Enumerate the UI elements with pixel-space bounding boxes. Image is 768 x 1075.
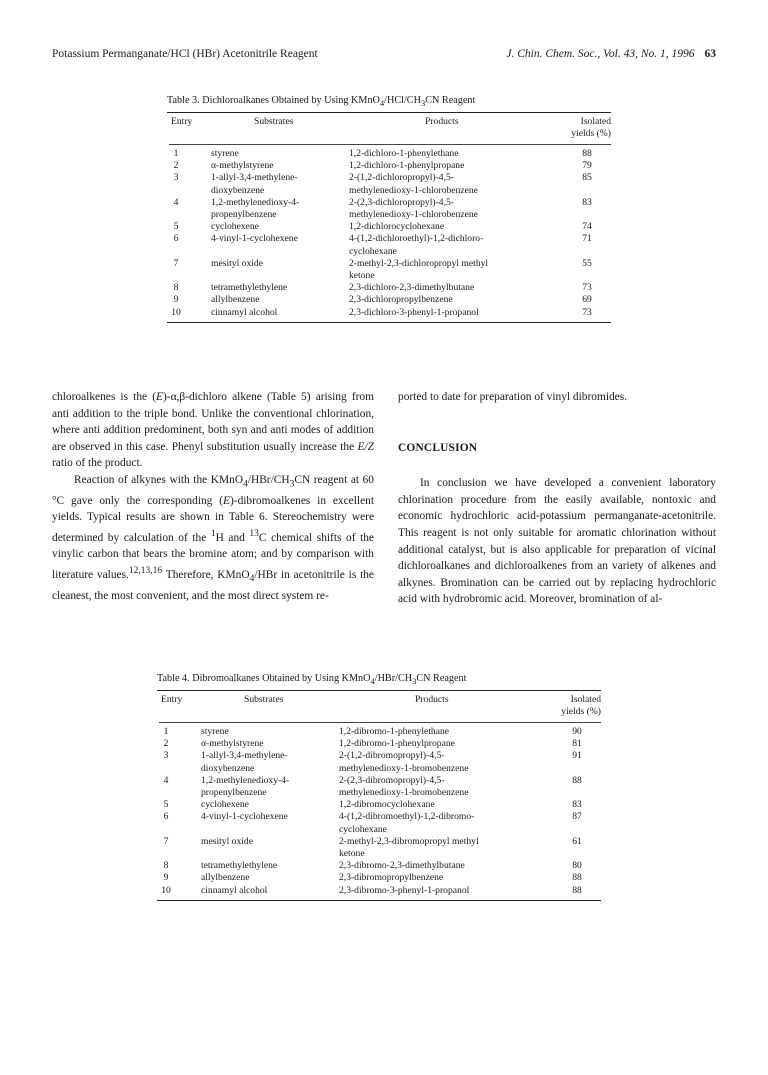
product-cell: 2,3-dibromo-3-phenyl-1-propanol [339,884,470,896]
entry-cell: 7 [163,835,169,847]
running-header [52,46,716,62]
column-header-yield-line2: yields (%) [561,706,601,718]
yield-cell: 61 [572,835,582,847]
table-row [157,750,601,774]
yield-cell: 91 [572,750,582,762]
table-row [157,726,601,738]
substrate-cell: 1,2-methylenedioxy-4- propenylbenzene [201,774,290,798]
page-number: 63 [704,48,716,60]
entry-cell: 10 [171,306,181,318]
yield-cell: 69 [582,294,592,306]
yield-cell: 85 [582,172,592,184]
column-header-substrates: Substrates [244,694,284,705]
substrate-cell: 4-vinyl-1-cyclohexene [201,811,288,823]
yield-cell: 80 [572,860,582,872]
table-row [167,160,611,172]
product-cell: 2-(1,2-dichloropropyl)-4,5- methylenedioxy-1-chlorobenzene [349,172,478,196]
product-cell: 1,2-dibromo-1-phenylethane [339,726,450,737]
column-header-products: Products [425,116,459,127]
column-header-products: Products [415,694,449,705]
column-header-yield-line1: Isolated [570,694,601,705]
product-cell: 2,3-dichloro-2,3-dimethylbutane [349,282,475,294]
product-cell: 2,3-dibromo-2,3-dimethylbutane [339,860,465,872]
yield-cell: 79 [582,160,592,172]
table-row [157,775,601,799]
substrate-cell: allylbenzene [211,294,260,306]
right-column [398,389,716,608]
running-title: Potassium Permanganate/HCl (HBr) Acetonitrile Reagent [52,48,318,60]
product-cell: 2-(2,3-dichloropropyl)-4,5- methylenedioxy-1-chlorobenzene [349,196,478,220]
substrate-cell: cinnamyl alcohol [211,306,278,318]
entry-cell: 5 [173,221,179,233]
body-paragraph: chloroalkenes is the (E)-α,β-dichloro alkene (Table 5) arising from anti addition to the triple bond. Unlike the conventional chlorination, where anti addition predominent, both syn and anti modes of addition are observed in this case. Phenyl substitution usually increase the E/Z ratio of the product. [52,391,374,470]
yield-cell: 87 [572,811,582,823]
table-header-rule [169,144,611,145]
table-row [157,860,601,872]
substrate-cell: mesityl oxide [201,835,253,847]
yield-cell: 88 [572,774,582,786]
yield-cell: 88 [572,872,582,884]
yield-cell: 88 [582,148,592,159]
substrate-cell: cyclohexene [201,799,249,811]
table-row [167,172,611,196]
yield-cell: 81 [572,738,582,750]
product-cell: 2-methyl-2,3-dichloropropyl methyl ketone [349,257,489,281]
entry-cell: 8 [173,282,179,294]
table-row [157,872,601,884]
entry-cell: 6 [163,811,169,823]
substrate-cell: α-methylstyrene [201,738,264,750]
yield-cell: 88 [572,884,582,896]
product-cell: 2-methyl-2,3-dibromopropyl methyl ketone [339,835,479,859]
entry-cell: 4 [173,196,179,208]
table-caption: Table 3. Dichloroalkanes Obtained by Using $KMnO_4/HCl/CH_3CN$ Reagent [167,95,476,109]
substrate-cell: allylbenzene [201,872,250,884]
entry-cell: 8 [163,860,169,872]
column-header-entry: Entry [161,694,183,705]
product-cell: 2,3-dichloro-3-phenyl-1-propanol [349,306,479,318]
body-paragraph: In conclusion we have developed a convenient laboratory chlorination procedure from the easily available, nontoxic and economic hydrochloric acid-potassium permanganate-acetonitrile. This reagent is not only suitable for aromatic chlorination without additional catalyst, but is also applicable for preparation of vicinal dichloroalkanes and dichloroalkenes from an variety of alkenes and alkynes. Bromination can be carried out by replacing hydrochloric acid with hydrobromic acid. Moreover, bromination of al- [398,477,716,606]
entry-cell: 1 [163,726,169,737]
entry-cell: 9 [163,872,169,884]
entry-cell: 3 [163,750,169,762]
product-cell: 1,2-dichlorocyclohexane [349,221,445,233]
table-row [167,307,611,319]
journal-citation [506,46,716,62]
table-bottom-rule [167,322,611,323]
column-header-yield [563,116,611,140]
substrate-cell: 1-allyl-3,4-methylene- dioxybenzene [211,172,298,196]
substrate-cell: 1-allyl-3,4-methylene- dioxybenzene [201,750,288,774]
entry-cell: 5 [163,799,169,811]
product-cell: 4-(1,2-dichloroethyl)-1,2-dichloro- cyclohexane [349,233,484,257]
table-row [157,836,601,860]
table-top-rule [167,112,611,113]
substrate-cell: 4-vinyl-1-cyclohexene [211,233,298,245]
substrate-cell: mesityl oxide [211,257,263,269]
table-row [167,258,611,282]
column-header-yield-line2: yields (%) [571,128,611,140]
entry-cell: 3 [173,172,179,184]
product-cell: 2-(1,2-dibromopropyl)-4,5- methylenedioxy-1-bromobenzene [339,750,469,774]
table-row [157,738,601,750]
table-row [157,799,601,811]
yield-cell: 73 [582,306,592,318]
yield-cell: 74 [582,221,592,233]
yield-cell: 90 [572,726,582,737]
product-cell: 1,2-dichloro-1-phenylethane [349,148,459,159]
entry-cell: 9 [173,294,179,306]
body-paragraph: ported to date for preparation of vinyl dibromides. [398,391,628,403]
yield-cell: 55 [582,257,592,269]
substrate-cell: tetramethylethylene [211,282,288,294]
product-cell: 1,2-dibromocyclohexane [339,799,435,811]
journal-name: J. Chin. Chem. Soc., Vol. 43, No. 1, 1996 [506,48,695,60]
substrate-cell: cyclohexene [211,221,259,233]
substrate-cell: tetramethylethylene [201,860,278,872]
substrate-cell: styrene [211,148,239,159]
entry-cell: 10 [161,884,171,896]
column-header-yield [553,694,601,718]
entry-cell: 7 [173,257,179,269]
yield-cell: 71 [582,233,592,245]
table-row [167,148,611,160]
yield-cell: 83 [582,196,592,208]
entry-cell: 2 [173,160,179,172]
left-column [52,389,374,604]
column-header-entry: Entry [171,116,193,127]
product-cell: 1,2-dichloro-1-phenylpropane [349,160,465,172]
table-row [167,294,611,306]
yield-cell: 73 [582,282,592,294]
table-header-rule [159,722,601,723]
table-row [167,221,611,233]
table-row [167,197,611,221]
section-heading: CONCLUSION [398,441,478,454]
product-cell: 1,2-dibromo-1-phenylpropane [339,738,455,750]
product-cell: 2,3-dibromopropylbenzene [339,872,444,884]
substrate-cell: 1,2-methylenedioxy-4- propenylbenzene [211,196,300,220]
table-bottom-rule [157,900,601,901]
substrate-cell: cinnamyl alcohol [201,884,268,896]
entry-cell: 4 [163,774,169,786]
substrate-cell: α-methylstyrene [211,160,274,172]
entry-cell: 1 [173,148,179,159]
product-cell: 2,3-dichloropropylbenzene [349,294,453,306]
table-row [167,233,611,257]
table-row [157,811,601,835]
column-header-yield-line1: Isolated [580,116,611,127]
table-row [167,282,611,294]
product-cell: 2-(2,3-dibromopropyl)-4,5- methylenedioxy-1-bromobenzene [339,774,469,798]
table-top-rule [157,690,601,691]
entry-cell: 6 [173,233,179,245]
yield-cell: 83 [572,799,582,811]
product-cell: 4-(1,2-dibromoethyl)-1,2-dibromo- cyclohexane [339,811,475,835]
table-caption: Table 4. Dibromoalkanes Obtained by Using $KMnO_4/HBr/CH_3CN$ Reagent [157,673,467,687]
substrate-cell: styrene [201,726,229,737]
column-header-substrates: Substrates [254,116,294,127]
table-row [157,885,601,897]
entry-cell: 2 [163,738,169,750]
body-paragraph: Reaction of alkynes with the $KMnO_4/HBr/CH_3CN$ reagent at 60 °C gave only the corresponding (E)-dibromoalkenes in excellent yields. Typical results are shown in Table 6. Stereochemistry were determined by calculation of the $^1$H and $^{13}$C chemical shifts of the vinylic carbon that bears the bromine atom; and by comparison with literature values.$^{12,13,16}$ Therefore, KMnO$_4$/HBr in acetonitrile is the cleanest, the most convenient, and the most direct system re- [52,473,374,602]
